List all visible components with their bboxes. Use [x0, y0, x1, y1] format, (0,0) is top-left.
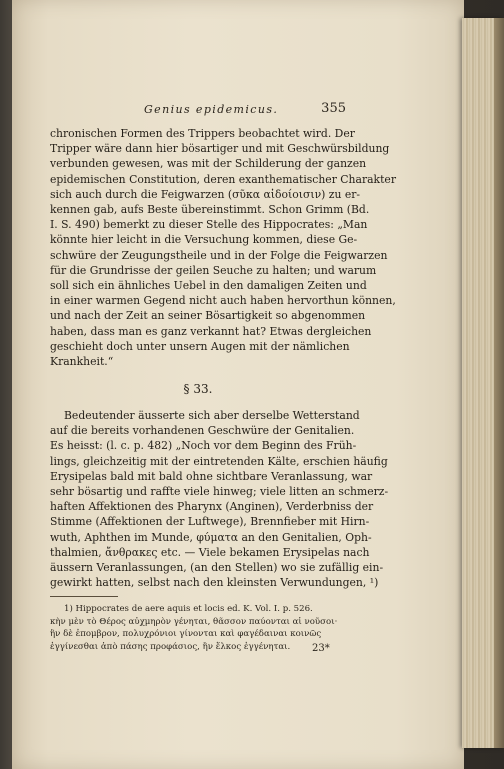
text-line: könnte hier leicht in die Versuchung kommen, diese Ge- [50, 233, 358, 247]
text-line: thalmien, ἄνθρακες etc. — Viele bekamen Erysipelas nach [50, 545, 370, 559]
footnotes [50, 603, 346, 653]
signature-mark: 23* [312, 643, 330, 654]
text-line: Erysipelas bald mit bald ohne sichtbare Veranlassung, war [50, 469, 373, 483]
text-line: auf die bereits vorhandenen Geschwüre der Genitalien. [50, 424, 355, 438]
page-edges [462, 18, 504, 748]
running-title: Genius epidemicus. [144, 103, 279, 116]
text-line: lings, gleichzeitig mit der eintretenden Kälte, erschien häufig [50, 454, 388, 468]
footnote-rule [50, 596, 118, 597]
text-line: Stimme (Affektionen der Luftwege), Brennfieber mit Hirn- [50, 515, 370, 529]
text-line: für die Grundrisse der geilen Seuche zu halten; und warum [50, 263, 377, 277]
footnote-line: ἢν δὲ ἐπομβρον, πολυχρόνιοι γίνονται καὶ φαγέδαιναι κοινῶς [50, 629, 322, 640]
text-line: Tripper wäre dann hier bösartiger und mit Geschwürsbildung [50, 142, 390, 156]
text-line: und nach der Zeit an seiner Bösartigkeit so abgenommen [50, 309, 366, 323]
text-line: äussern Veranlassungen, (an den Stellen) wo sie zufällig ein- [50, 561, 384, 575]
text-line: geschieht doch unter unsern Augen mit der nämlichen [50, 339, 350, 353]
text-line: epidemischen Constitution, deren exanthematischer Charakter [50, 172, 396, 186]
text-line: Bedeutender äusserte sich aber derselbe Wetterstand [64, 409, 360, 422]
text-line: wuth, Aphthen im Munde, φύματα an den Genitalien, Oph- [50, 530, 372, 544]
text-line: sich auch durch die Feigwarzen (σῦκα αἰδοίοισιν) zu er- [50, 187, 361, 201]
text-line: gewirkt hatten, selbst nach den kleinsten Verwundungen, ¹) [50, 576, 379, 590]
text-line: Krankheit.“ [50, 355, 114, 369]
text-line: sehr bösartig und raffte viele hinweg; viele litten an schmerz- [50, 485, 389, 499]
page-header [50, 100, 346, 120]
page-number: 355 [321, 101, 346, 116]
text-line: schwüre der Zeugungstheile und in der Folge die Feigwarzen [50, 248, 388, 262]
text-line: soll sich ein ähnliches Uebel in den damaligen Zeiten und [50, 279, 367, 293]
text-line: kennen gab, aufs Beste übereinstimmt. Schon Grimm (Bd. [50, 203, 370, 217]
text-line: verbunden gewesen, was mit der Schilderung der ganzen [50, 157, 367, 171]
footnote-line: 1) Hippocrates de aere aquis et locis ed. K. Vol. I. p. 526. [64, 604, 313, 614]
paragraph-1 [50, 126, 396, 369]
text-line: haften Affektionen des Pharynx (Anginen), Verderbniss der [50, 500, 374, 514]
text-line: in einer warmen Gegend nicht auch haben hervorthun können, [50, 294, 396, 308]
text-line: haben, dass man es ganz verkannt hat? Etwas dergleichen [50, 324, 372, 338]
text-line: I. S. 490) bemerkt zu dieser Stelle des Hippocrates: „Man [50, 218, 368, 232]
section-heading: § 33. [183, 382, 213, 396]
footnote-line: ἐγγίνεσθαι ἀπὸ πάσης προφάσιος, ἢν ἕλκος ἐγγένηται. [50, 641, 291, 652]
footnote-line: κὴν μὲν τὸ Θέρος αὐχμηρὸν γένηται, θᾶσσον παύονται αἱ νοῦσοι· [50, 616, 338, 627]
text-line: Es heisst: (l. c. p. 482) „Noch vor dem Beginn des Früh- [50, 439, 357, 453]
text-line: chronischen Formen des Trippers beobachtet wird. Der [50, 127, 355, 140]
paragraph-2 [50, 408, 389, 590]
